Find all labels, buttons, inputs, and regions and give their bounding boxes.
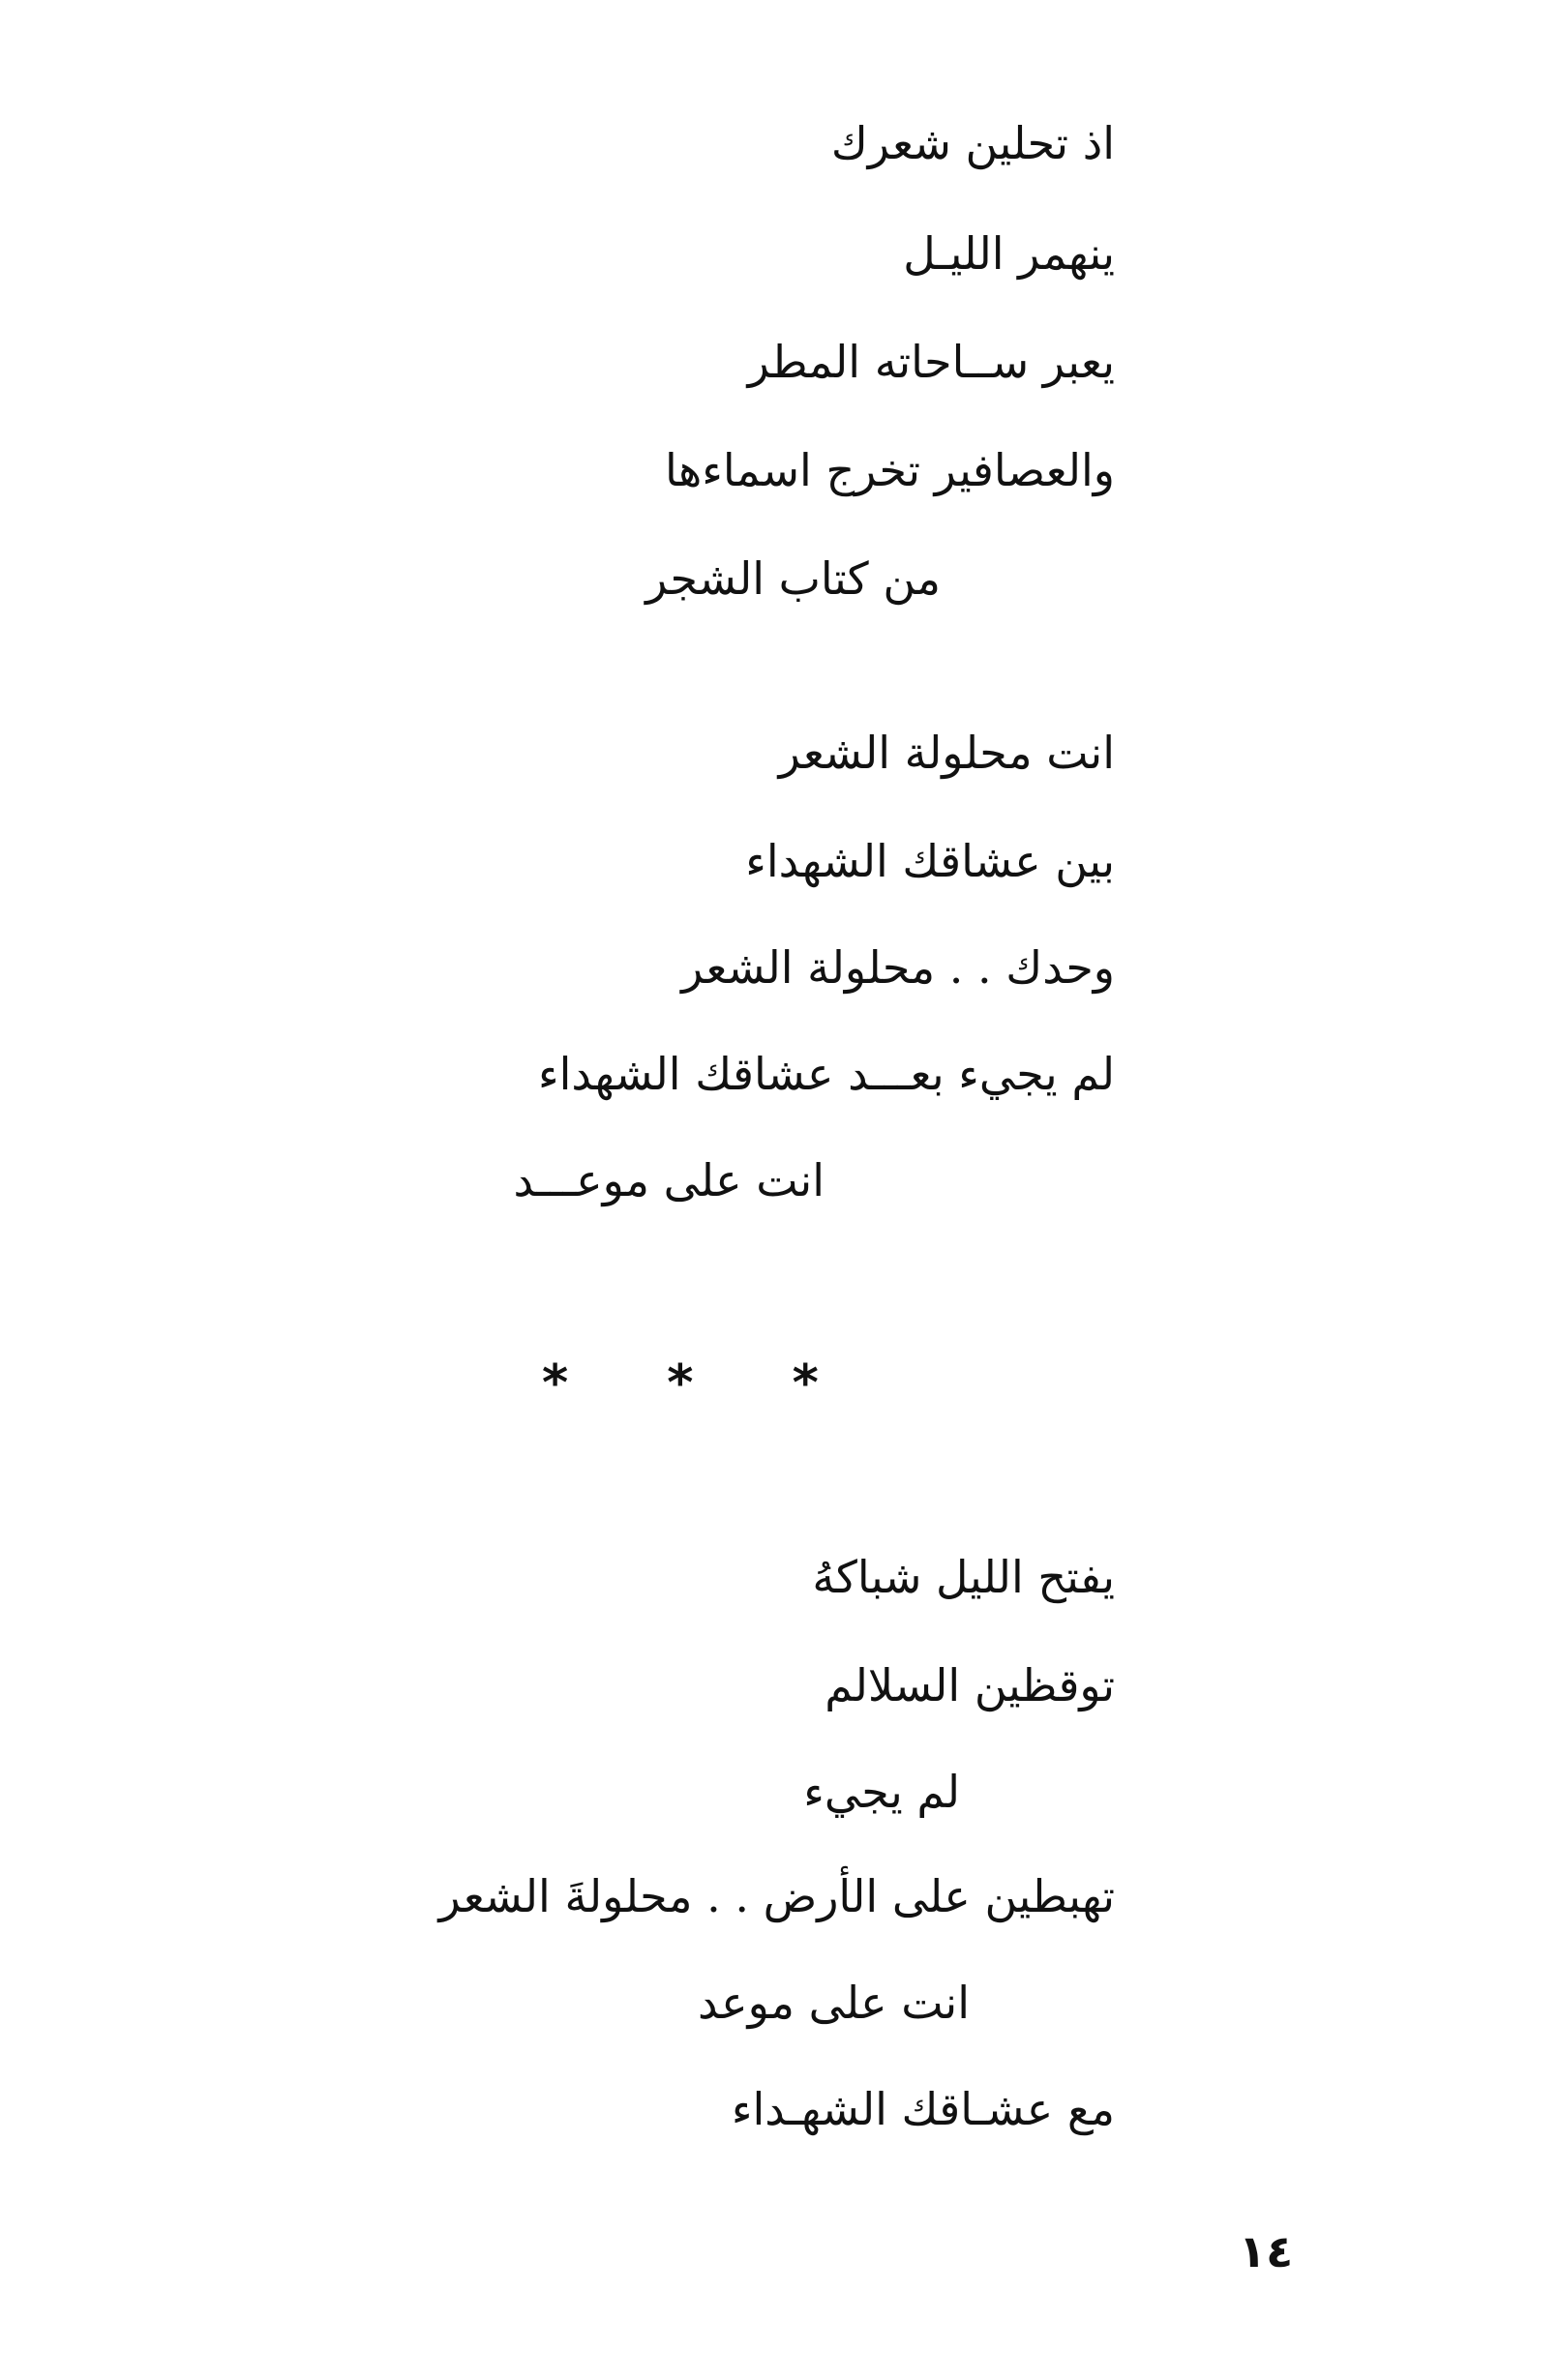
poem-line: يعبر ســاحاته المطر: [747, 336, 1115, 388]
poem-line: انت على موعـــد: [513, 1154, 825, 1206]
poem-line: اذ تحلين شعرك: [830, 117, 1115, 169]
poem-line: يفتح الليل شباكهُ: [812, 1551, 1115, 1603]
poem-line: تهبطين على الأرض . . محلولةَ الشعر: [438, 1870, 1115, 1922]
poem-line: مع عشـاقك الشهـداء: [731, 2083, 1115, 2135]
poem-line: انت على موعد: [697, 1977, 970, 2029]
poem-line: لم يجيء: [803, 1766, 960, 1818]
poem-line: بين عشاقك الشهداء: [745, 835, 1115, 887]
page-number: ١٤: [1239, 2225, 1294, 2277]
poem-line: وحدك . . محلولة الشعر: [681, 941, 1115, 994]
poem-line: لم يجيء بعـــد عشاقك الشهداء: [537, 1048, 1115, 1100]
poem-line: ينهمر الليـل: [903, 227, 1115, 280]
poem-line: توقظين السلالم: [825, 1659, 1115, 1711]
poem-line: انت محلولة الشعر: [778, 727, 1115, 779]
poem-line: من كتاب الشجر: [645, 552, 941, 605]
section-separator: * * *: [542, 1354, 859, 1413]
poem-line: والعصافير تخرج اسماءها: [664, 444, 1115, 496]
